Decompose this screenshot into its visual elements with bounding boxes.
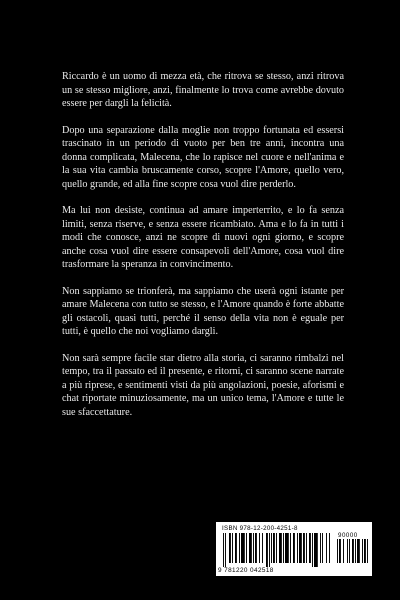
blurb-paragraph-3: Ma lui non desiste, continua ad amare imperterrito, e lo fa senza limiti, senza riserve, e senza essere ricambiato. Ama e lo fa in tutti i modi che conosce, anzi ne scopre di nuovi ogni giorno, e scopre anche cosa vuol dire essere consapevoli dell'Amore, cosa vuol dire trasformare la speranza in convincimento.	[62, 205, 344, 270]
barcode-bar	[235, 533, 237, 563]
barcode-bar	[255, 533, 257, 563]
barcode-bar	[246, 533, 247, 563]
ean-digits: 9 781220 042518	[218, 567, 274, 574]
barcode-bar	[347, 539, 348, 563]
addon-price: 90000	[338, 532, 358, 539]
barcode-bar	[306, 533, 307, 563]
barcode-bar	[253, 533, 254, 563]
barcode-bar	[285, 533, 289, 563]
isbn-barcode	[216, 522, 372, 576]
blurb-paragraph-2: Dopo una separazione dalla moglie non troppo fortunata ed essersi trascinato in un periodo di vuoto per ben tre anni, incontra una donna complicata, Malecena, che lo rapisce nel cuore e nell'anima e la sua vita cambia bruscamente corso, scopre l'Amore, quello vero, quello grande, ed alla fine scopre cosa vuol dire perderlo.	[62, 124, 344, 190]
barcode-bar	[357, 539, 360, 563]
barcode-bar	[367, 539, 368, 563]
isbn-label: ISBN 978-12-200-4251-8	[222, 525, 298, 532]
barcode-bar	[362, 539, 363, 563]
barcode-bar	[299, 533, 302, 563]
barcode-bar	[329, 533, 330, 563]
barcode-bar	[303, 533, 305, 563]
barcode-bar	[283, 533, 284, 563]
barcode-bar	[339, 539, 341, 563]
barcode-bar	[355, 539, 356, 563]
barcode-bar	[259, 533, 260, 563]
barcode-bar	[249, 533, 252, 563]
barcode-bar	[349, 539, 350, 563]
barcode-bar	[229, 533, 231, 563]
barcode-bar	[271, 533, 272, 563]
barcode-bar	[352, 539, 354, 563]
barcode-bar	[309, 533, 311, 563]
ean-barcode-bars-icon	[223, 533, 330, 567]
barcode-bar	[279, 533, 282, 563]
barcode-bar	[223, 533, 224, 567]
barcode-bar	[262, 533, 263, 563]
barcode-bar	[312, 533, 313, 567]
barcode-bar	[337, 539, 338, 563]
barcode-bar	[343, 539, 344, 563]
barcode-bar	[241, 533, 245, 563]
barcode-bar	[266, 533, 268, 567]
barcode-bar	[293, 533, 295, 563]
barcode-bar	[269, 533, 270, 567]
blurb-text	[62, 70, 344, 432]
blurb-paragraph-4: Non sappiamo se trionferà, ma sappiamo che userà ogni istante per amare Malecena con tutto se stesso, e l'Amore quando è forte abbatte gli ostacoli, quasi tutti, perché il senso della vita non è eguale per tutti, è quello che noi vogliamo dargli.	[62, 285, 344, 337]
barcode-bar	[276, 533, 277, 563]
barcode-bar	[364, 539, 366, 563]
barcode-bar	[273, 533, 275, 563]
barcode-bar	[290, 533, 291, 563]
barcode-bar	[232, 533, 233, 563]
barcode-bar	[314, 533, 318, 567]
barcode-bar	[297, 533, 298, 563]
barcode-bar	[239, 533, 240, 563]
blurb-paragraph-5: Non sarà sempre facile star dietro alla storia, ci saranno rimbalzi nel tempo, tra il passato ed il presente, e ritorni, ci saranno scene narrate a più riprese, e sentimenti visti da più angolazioni, poesie, aforismi e chat riportate minuziosamente, ma un unico tema, l'Amore e tutte le sue sfaccettature.	[62, 352, 344, 418]
barcode-bar	[225, 533, 226, 567]
barcode-bar	[320, 533, 321, 563]
barcode-bar	[326, 533, 327, 563]
addon-barcode-bars-icon	[337, 539, 368, 567]
barcode-bar	[322, 533, 323, 563]
blurb-paragraph-1: Riccardo è un uomo di mezza età, che ritrova se stesso, anzi ritrova un se stesso migliore, anzi, finalmente lo trova come avrebbe dovuto essere per dargli la felicità.	[62, 71, 344, 109]
